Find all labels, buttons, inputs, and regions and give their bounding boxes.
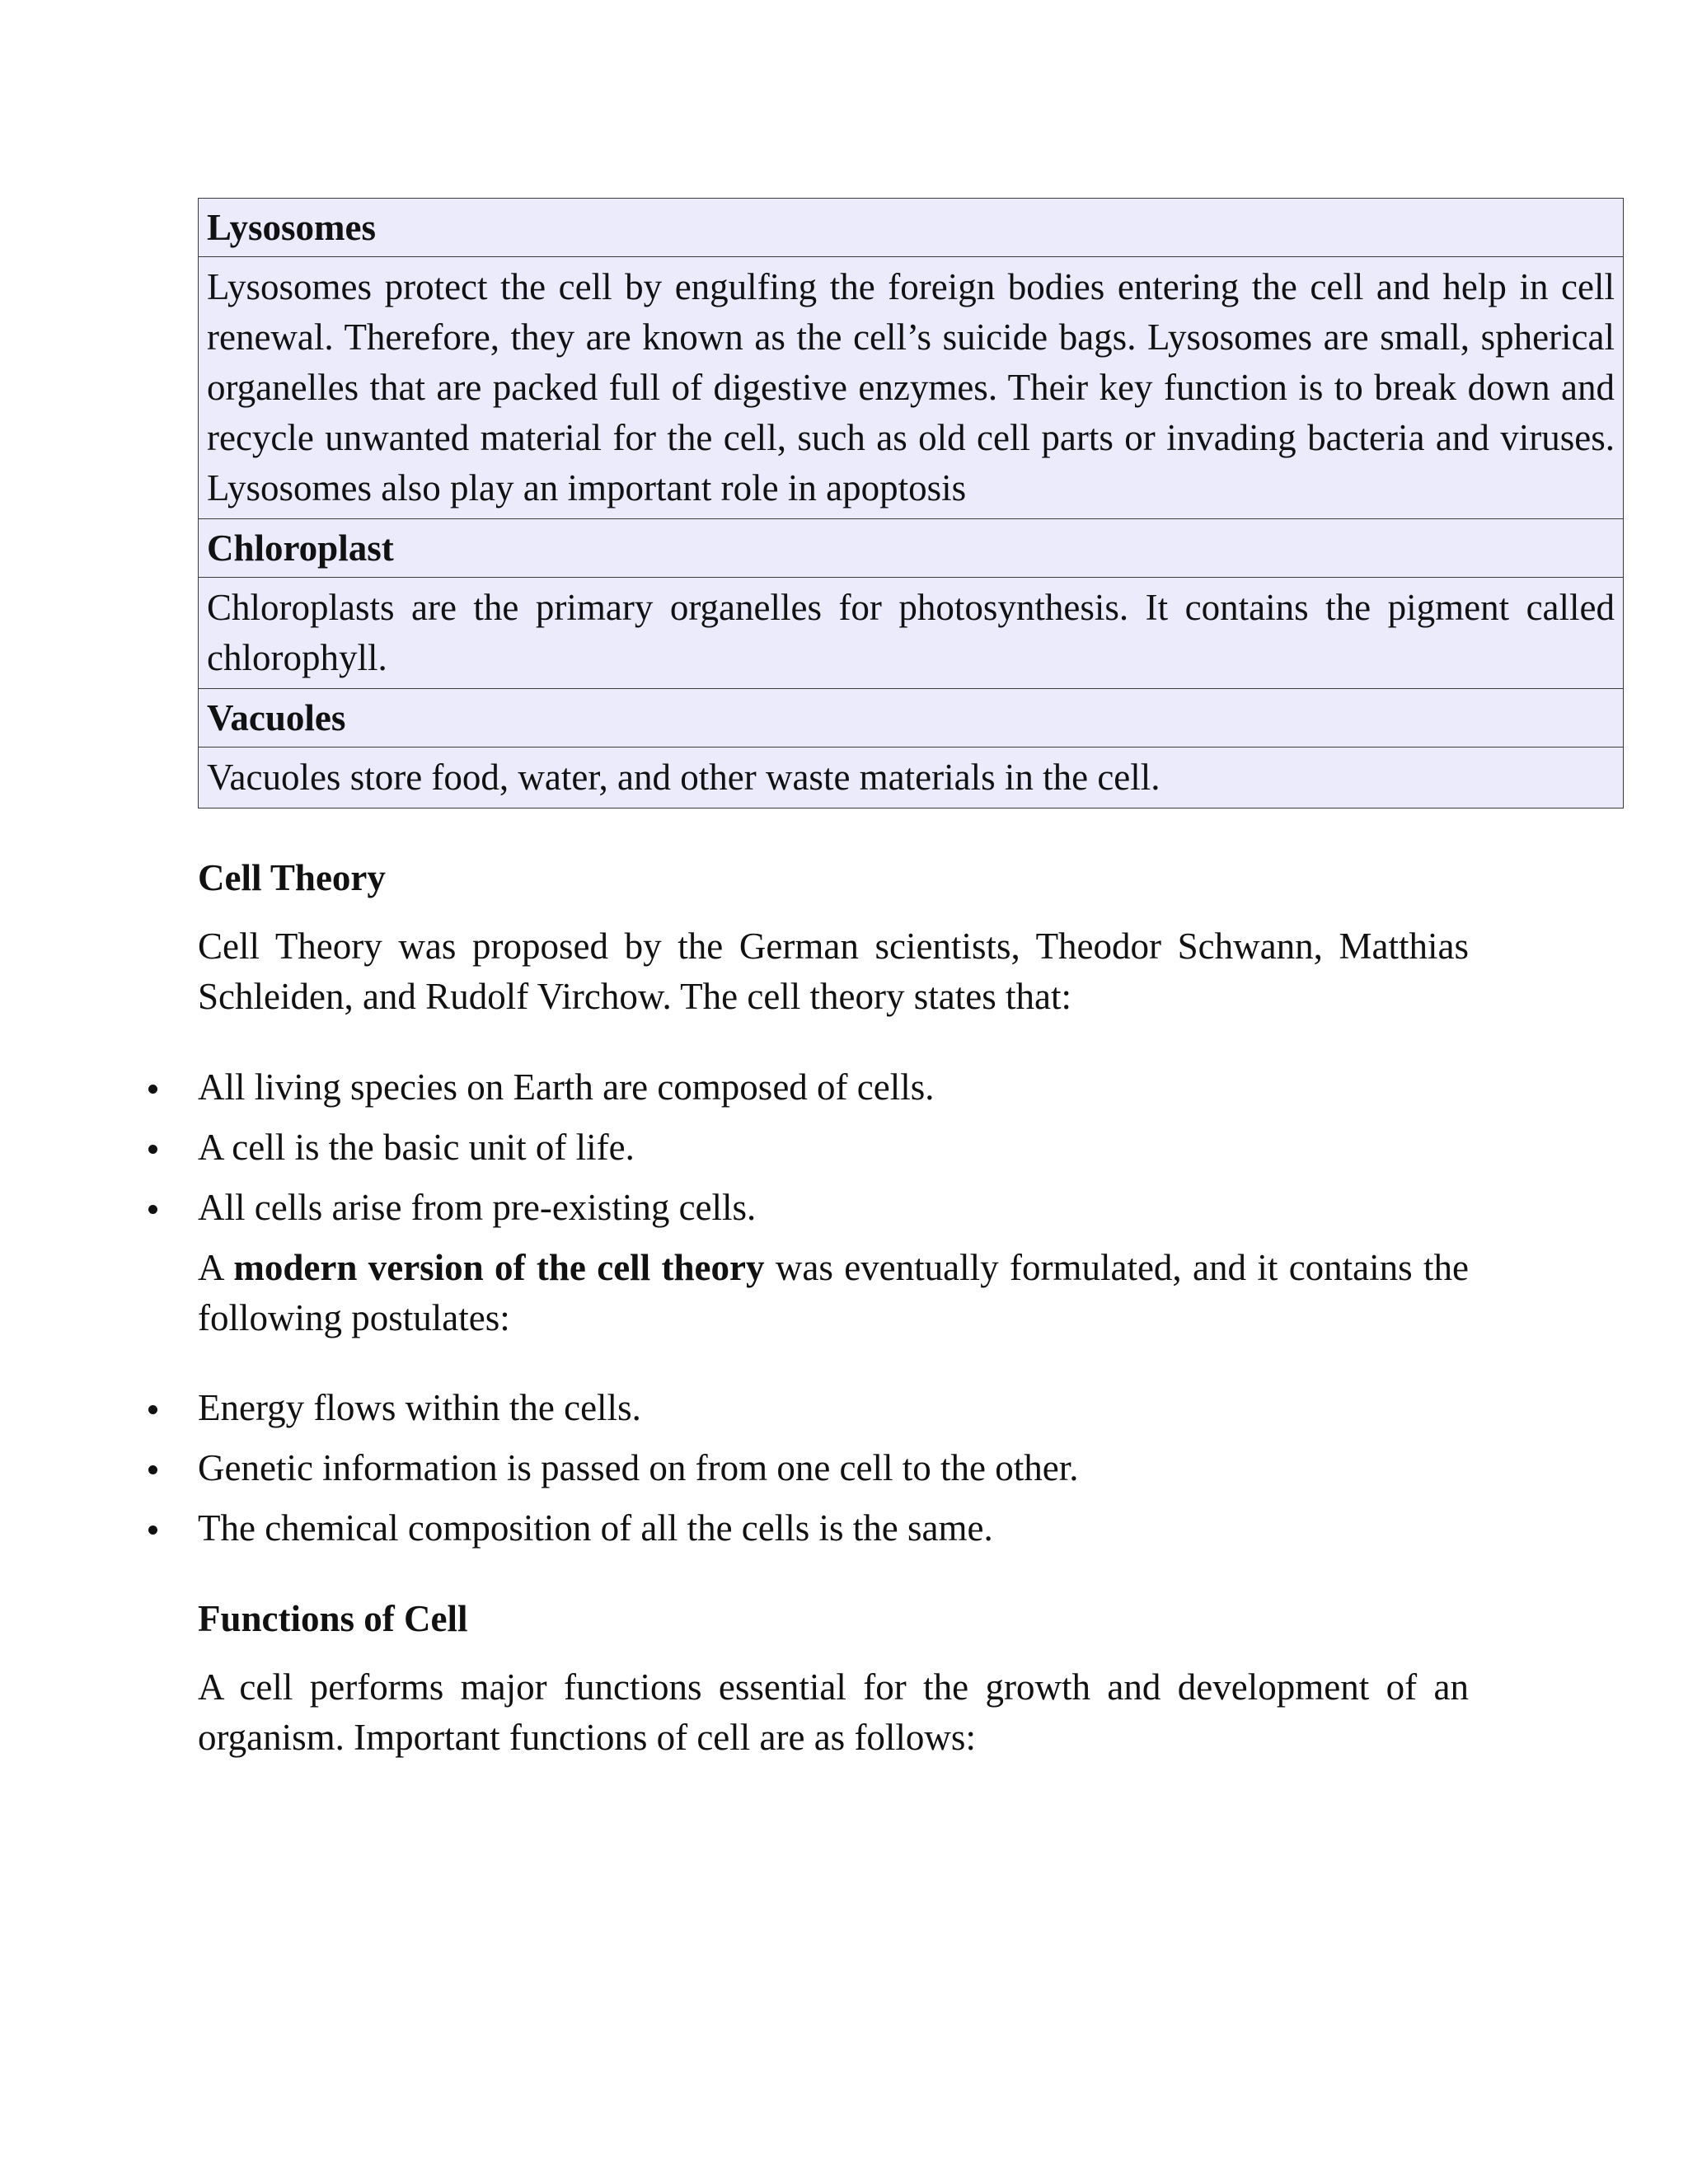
cell-theory-list bbox=[0, 1062, 1484, 1243]
table-row bbox=[199, 578, 1624, 689]
list-item-text: All cells arise from pre-existing cells. bbox=[198, 1187, 757, 1228]
organelle-description: Chloroplasts are the primary organelles for photosynthesis. It contains the pigment called chlorophyll. bbox=[199, 578, 1624, 689]
bullet-icon bbox=[148, 1405, 157, 1414]
table-row bbox=[199, 689, 1624, 748]
list-item bbox=[0, 1183, 1484, 1243]
list-item bbox=[0, 1503, 1484, 1563]
organelle-name: Vacuoles bbox=[199, 689, 1624, 748]
table-row bbox=[199, 519, 1624, 578]
organelle-name: Lysosomes bbox=[199, 199, 1624, 257]
organelle-table bbox=[198, 198, 1624, 808]
organelle-description: Lysosomes protect the cell by engulfing the foreign bodies entering the cell and help in cell renewal. Therefore, they are known as the cell’s suicide bags. Lysosomes are small, spherical organelles that are packed full of digestive enzymes. Their key function is to break down and recycle unwanted material for the cell, such as old cell parts or invading bacteria and viruses. Lysosomes also play an important role in apoptosis bbox=[199, 257, 1624, 519]
cell-theory-intro: Cell Theory was proposed by the German scientists, Theodor Schwann, Matthias Schleiden, and Rudolf Virchow. The cell theory states that: bbox=[198, 926, 1469, 1017]
bullet-icon bbox=[148, 1205, 157, 1214]
modern-prefix: A bbox=[198, 1247, 234, 1288]
bullet-icon bbox=[148, 1465, 157, 1474]
functions-intro: A cell performs major functions essential for the growth and development of an organism. Important functions of cell are as follows: bbox=[198, 1666, 1469, 1758]
list-item-text: The chemical composition of all the cells is the same. bbox=[198, 1507, 993, 1549]
list-item bbox=[0, 1443, 1484, 1503]
list-item-text: Energy flows within the cells. bbox=[198, 1387, 641, 1428]
modern-bold-phrase: modern version of the cell theory bbox=[233, 1247, 765, 1288]
list-item-text: All living species on Earth are composed of cells. bbox=[198, 1066, 935, 1108]
organelle-name: Chloroplast bbox=[199, 519, 1624, 578]
bullet-icon bbox=[148, 1526, 157, 1535]
modern-postulates-list bbox=[0, 1383, 1484, 1563]
list-item bbox=[0, 1383, 1484, 1443]
organelle-description: Vacuoles store food, water, and other waste materials in the cell. bbox=[199, 748, 1624, 808]
list-item-text: Genetic information is passed on from one cell to the other. bbox=[198, 1447, 1079, 1488]
bullet-icon bbox=[148, 1145, 157, 1154]
section-heading-functions: Functions of Cell bbox=[198, 1598, 468, 1639]
table-row bbox=[199, 199, 1624, 257]
modern-suffix: was eventually formulated, and it contains the following postulates: bbox=[198, 1247, 1469, 1338]
list-item bbox=[0, 1062, 1484, 1122]
modern-theory-paragraph bbox=[198, 1243, 1469, 1343]
table-row bbox=[199, 257, 1624, 519]
list-item-text: A cell is the basic unit of life. bbox=[198, 1127, 635, 1168]
section-heading-cell-theory: Cell Theory bbox=[198, 857, 386, 898]
bullet-icon bbox=[148, 1085, 157, 1094]
table-row bbox=[199, 748, 1624, 808]
list-item bbox=[0, 1122, 1484, 1183]
